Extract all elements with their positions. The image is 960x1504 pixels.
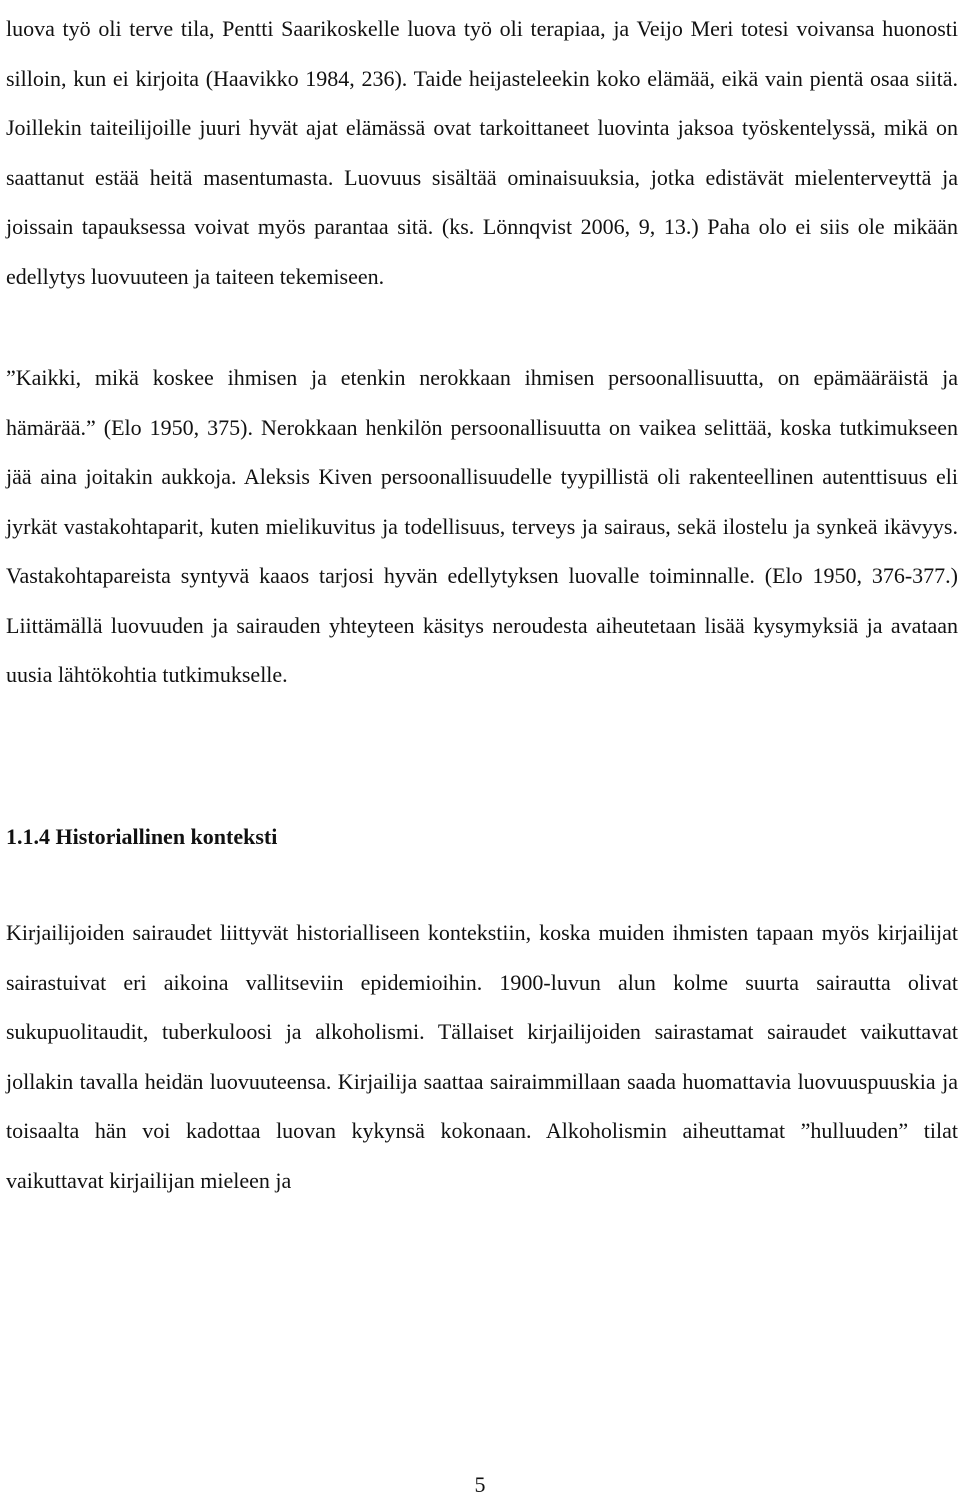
paragraph-genius-personality: ”Kaikki, mikä koskee ihmisen ja etenkin nerokkaan ihmisen persoonallisuutta, on epämääräistä ja hämärää.” (Elo 1950, 375). Nerokkaan henkilön persoonallisuutta on vaikea selittää, koska tutkimukseen jää aina joitakin aukkoja. Aleksis Kiven persoonallisuudelle tyypillistä oli rakenteellinen autenttisuus eli jyrkät vastakohtaparit, kuten mielikuvitus ja todellisuus, terveys ja sairaus, sekä ilostelu ja synkeä ikävyys. Vastakohtapareista syntyvä kaaos tarjosi hyvän edellytyksen luovalle toiminnalle. (Elo 1950, 376-377.) Liittämällä luovuuden ja sairauden yhteyteen käsitys neroudesta aiheutetaan lisää kysymyksiä ja avataan uusia lähtökohtia tutkimukselle. xyxy=(6,365,958,687)
paragraph-creativity-health: luova työ oli terve tila, Pentti Saarikoskelle luova työ oli terapiaa, ja Veijo Meri totesi voivansa huonosti silloin, kun ei kirjoita (Haavikko 1984, 236). Taide heijasteleekin koko elämää, eikä vain pientä osaa siitä. Joillekin taiteilijoille juuri hyvät ajat elämässä ovat tarkoittaneet luovinta jaksoa työskentelyssä, mikä on saattanut estää heitä masentumasta. Luovuus sisältää ominaisuuksia, jotka edistävät mielenterveyttä ja joissain tapauksessa voivat myös parantaa sitä. (ks. Lönnqvist 2006, 9, 13.) Paha olo ei siis ole mikään edellytys luovuuteen ja taiteen tekemiseen. xyxy=(6,16,958,289)
section-heading: 1.1.4 Historiallinen konteksti xyxy=(6,823,278,849)
paragraph-historical-context: Kirjailijoiden sairaudet liittyvät historialliseen kontekstiin, koska muiden ihmisten tapaan myös kirjailijat sairastuivat eri aikoina vallitseviin epidemioihin. 1900-luvun alun kolme suurta sairautta olivat sukupuolitaudit, tuberkuloosi ja alkoholismi. Tällaiset kirjailijoiden sairastamat sairaudet vaikuttavat jollakin tavalla heidän luovuuteensa. Kirjailija saattaa sairaimmillaan saada huomattavia luovuuspuuskia ja toisaalta hän voi kadottaa luovan kykynsä kokonaan. Alkoholismin aiheuttamat ”hulluuden” tilat vaikuttavat kirjailijan mieleen ja xyxy=(6,920,958,1193)
page-number: 5 xyxy=(474,1472,486,1497)
page-body xyxy=(6,4,958,1205)
